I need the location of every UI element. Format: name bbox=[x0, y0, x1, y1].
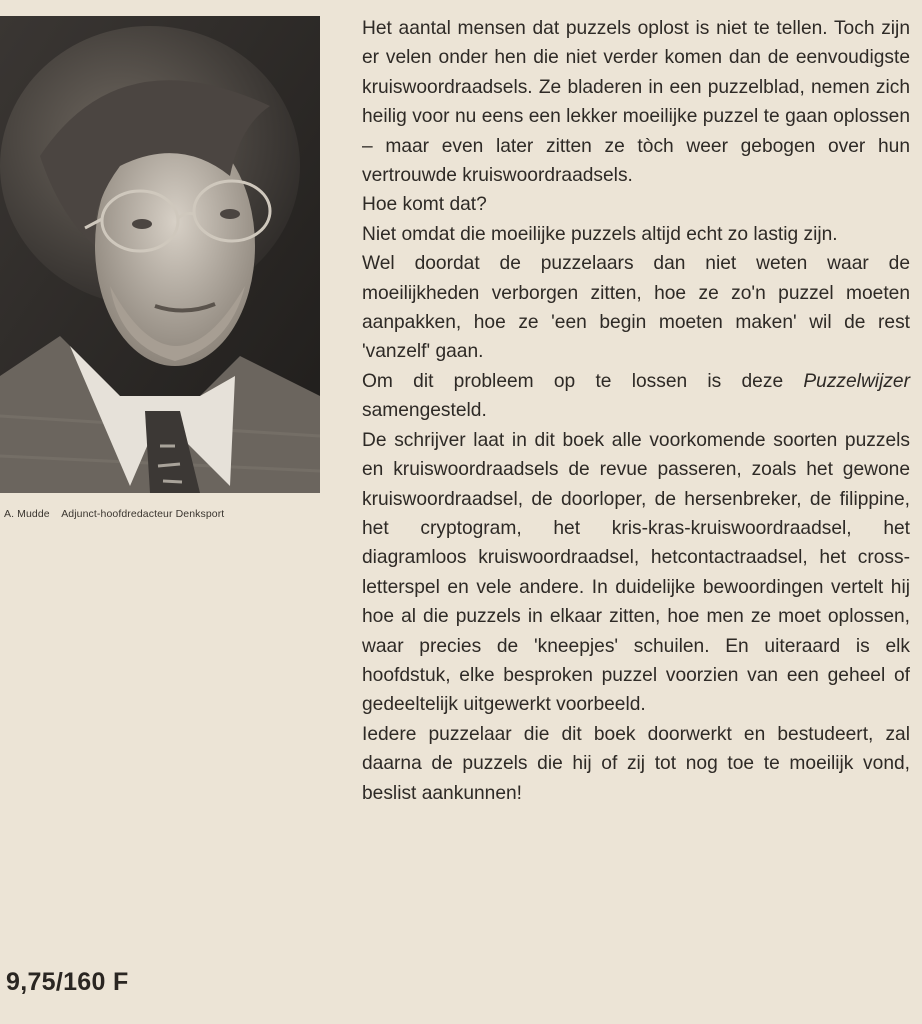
price-label: 9,75/160 F bbox=[6, 968, 129, 996]
paragraph-2: Hoe komt dat? bbox=[362, 194, 487, 216]
paragraph-4: Wel doordat de puzzelaars dan niet weten waar de moeilijkheden verborgen zitten, hoe ze zo'n puzzel moeten aanpakken, hoe ze 'een begin moeten maken' wil de rest 'vanzelf' gaan. bbox=[362, 253, 910, 363]
paragraph-5 bbox=[362, 367, 910, 426]
paragraph-7: Iedere puzzelaar die dit boek doorwerkt en bestudeert, zal daarna de puzzels die hij of zij tot nog toe te moeilijk vond, beslist aankunnen! bbox=[362, 723, 910, 804]
blurb-text bbox=[362, 14, 910, 808]
author-portrait-photo bbox=[0, 16, 320, 493]
paragraph-5-end: samengesteld. bbox=[362, 400, 487, 422]
caption-role: Adjunct-hoofdredacteur Denksport bbox=[61, 508, 225, 520]
book-title-puzzelwijzer: Puzzelwijzer bbox=[803, 370, 910, 392]
paragraph-6: De schrijver laat in dit boek alle voorkomende soorten puzzels en kruiswoordraadsels de revue passeren, zoals het gewone kruiswoordraadsel, de doorloper, de hersenbreker, de filippine, het cryptogram, het kris-kras-kruiswoordraadsel, het diagramloos kruiswoordraadsel, hetcontactraadsel, het cross-letterspel en vele andere. In duidelijke bewoordingen vertelt hij hoe al die puzzels in elkaar zitten, hoe men ze moet oplossen, waar precies de 'kneepjes' schuilen. En uiteraard is elk hoofdstuk, elke besproken puzzel voorzien van een geheel of gedeeltelijk uitgewerkt voorbeeld. bbox=[362, 429, 910, 716]
paragraph-1: Het aantal mensen dat puzzels oplost is niet te tellen. Toch zijn er velen onder hen die niet verder komen dan de eenvoudigste kruiswoordraadsels. Ze bladeren in een puzzelblad, nemen zich heilig voor nu eens een lekker moeilijke puzzel te gaan oplossen – maar even later zitten ze tòch weer gebogen over hun vertrouwde kruiswoordraadsels. bbox=[362, 18, 910, 187]
paragraph-3: Niet omdat die moeilijke puzzels altijd echt zo lastig zijn. bbox=[362, 223, 838, 245]
photo-caption bbox=[4, 508, 224, 520]
paragraph-5-start: Om dit probleem op te lossen is deze bbox=[362, 370, 804, 392]
caption-author: A. Mudde bbox=[4, 508, 50, 520]
